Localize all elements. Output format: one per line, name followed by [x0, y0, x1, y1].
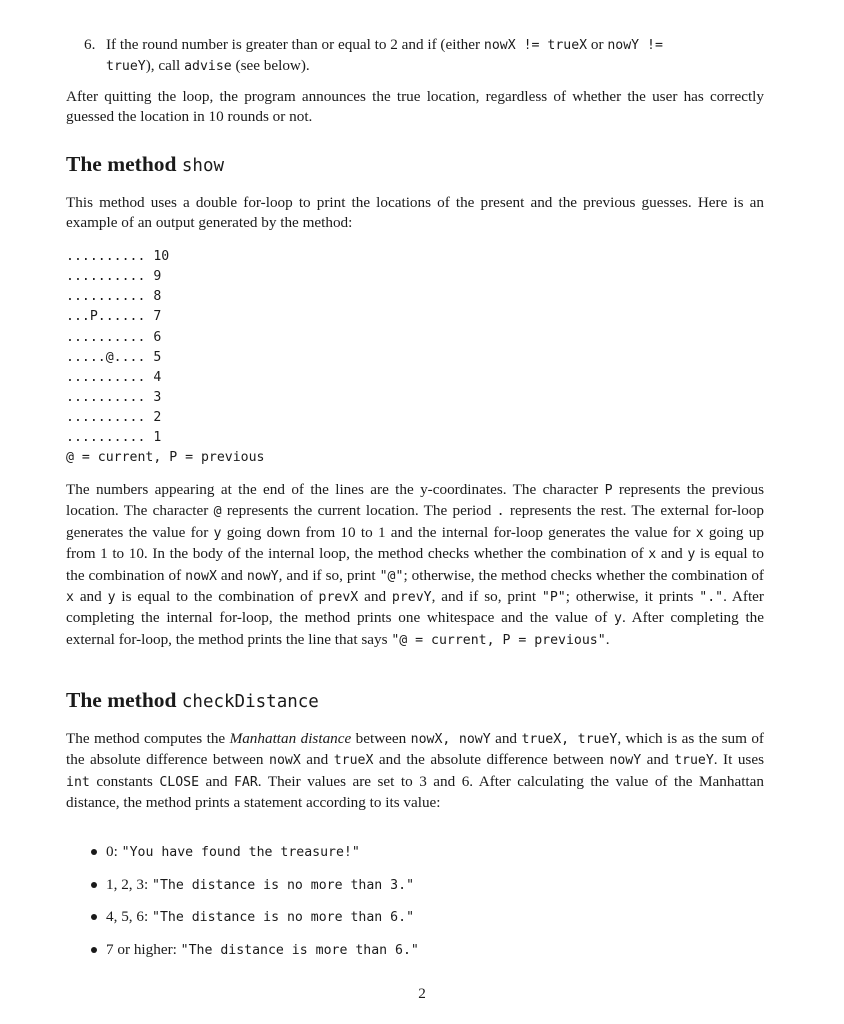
checkdistance-paragraph: The method computes the Manhattan distance between nowX, nowY and trueX, trueY, which is as the sum of the absolute difference between nowX and trueX and the absolute difference between nowY and trueY. It uses int constants CLOSE and FAR. Their values are set to 3 and 6. After calculating the value of the Manhattan distance, the method prints a statement according to its value: [66, 730, 764, 812]
page-number: 2 [418, 985, 426, 1002]
output-line: .......... 9 [66, 269, 162, 285]
distance-messages-list [66, 839, 766, 969]
output-line: .......... 3 [66, 389, 162, 405]
output-line: .......... 1 [66, 430, 162, 446]
output-line: .......... 6 [66, 329, 162, 345]
show-intro-paragraph: This method uses a double for-loop to print the locations of the present and the previous guesses. Here is an example of an output generated by the method: [66, 194, 764, 232]
bullet-icon [91, 914, 97, 920]
bullet-icon [91, 947, 97, 953]
section-heading-show: The method show [66, 152, 225, 176]
example-output [66, 247, 265, 469]
output-line: ...P...... 7 [66, 309, 162, 325]
output-line: .......... 10 [66, 249, 170, 264]
item-number: 6. [84, 36, 96, 53]
list-item-6: 6. If the round number is greater than or equal to 2 and if (either nowX != trueX or nowY != trueY), call advise (see below). [84, 36, 663, 75]
section-heading-checkdistance: The method checkDistance [66, 688, 319, 712]
output-line: .......... 8 [66, 289, 162, 305]
list-item: 0: "You have found the treasure!" [66, 839, 766, 872]
bullet-icon [91, 882, 97, 888]
list-item: 4, 5, 6: "The distance is no more than 6." [66, 904, 766, 937]
output-line: .....@.... 5 [66, 349, 162, 365]
after-loop-paragraph: After quitting the loop, the program announces the true location, regardless of whether the user has correctly guessed the location in 10 rounds or not. [66, 88, 764, 126]
list-item: 7 or higher: "The distance is more than 6." [66, 937, 766, 970]
list-item: 1, 2, 3: "The distance is no more than 3." [66, 872, 766, 905]
output-legend: @ = current, P = previous [66, 450, 265, 466]
output-line: .......... 2 [66, 410, 162, 426]
show-explanation-paragraph: The numbers appearing at the end of the lines are the y-coordinates. The character P represents the previous location. The character @ represents the current location. The period . represents the rest. The external for-loop generates the value for y going down from 10 to 1 and the internal for-loop generates the value for x going up from 1 to 10. In the body of the internal loop, the method checks whether the combination of x and y is equal to the combination of nowX and nowY, and if so, print "@"; otherwise, the method checks whether the combination of x and y is equal to the combination of prevX and prevY, and if so, print "P"; otherwise, it prints ".". After completing the internal for-loop, the method prints one whitespace and the value of y. After completing the external for-loop, the method prints the line that says "@ = current, P = previous". [66, 481, 764, 648]
bullet-icon [91, 849, 97, 855]
output-line: .......... 4 [66, 369, 162, 385]
